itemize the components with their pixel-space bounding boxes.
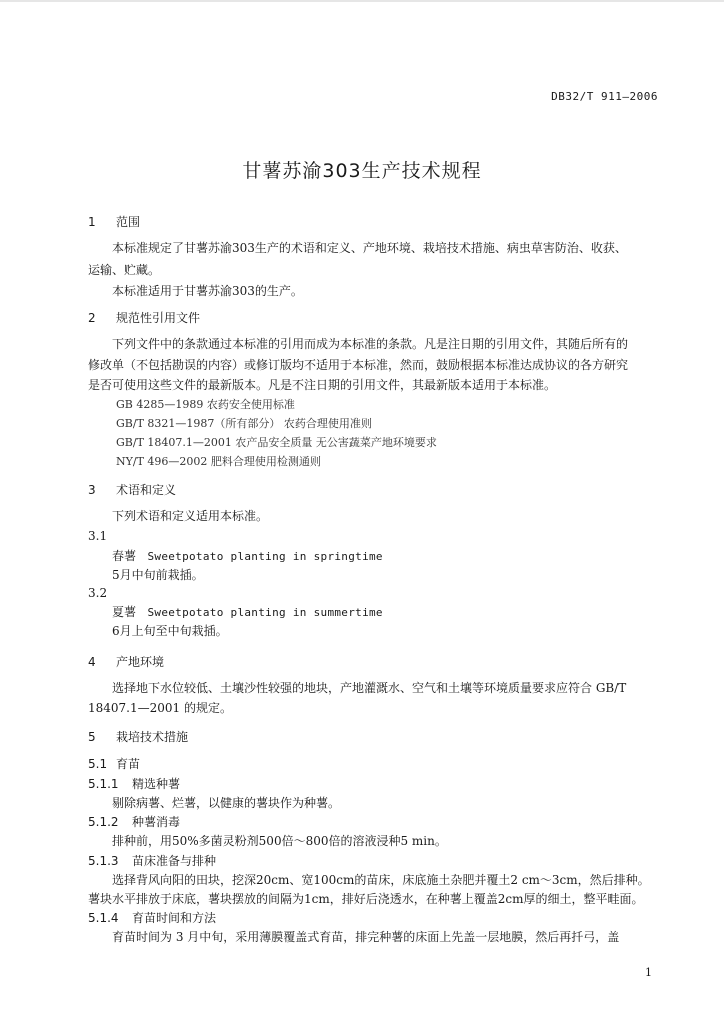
section-number: 5.1.4 bbox=[88, 911, 119, 925]
section-1-heading bbox=[88, 214, 658, 231]
section-number: 4 bbox=[88, 655, 96, 669]
section-title: 产地环境 bbox=[116, 655, 165, 669]
subsection-heading bbox=[88, 910, 658, 927]
paragraph: 修改单（不包括勘误的内容）或修订版均不适用于本标准，然而，鼓励根据本标准达成协议的各方研究 bbox=[88, 358, 629, 372]
paragraph: 下列术语和定义适用本标准。 bbox=[112, 509, 269, 523]
section-title: 术语和定义 bbox=[116, 483, 177, 497]
subsection-heading bbox=[88, 776, 658, 793]
section-title: 规范性引用文件 bbox=[116, 311, 201, 325]
paragraph: 本标准规定了甘薯苏渝303生产的术语和定义、产地环境、栽培技术措施、病虫草害防治、收获、 bbox=[112, 241, 627, 255]
paragraph: 下列文件中的条款通过本标准的引用而成为本标准的条款。凡是注日期的引用文件，其随后所有的 bbox=[112, 337, 629, 351]
section-number: 5.1.1 bbox=[88, 777, 119, 791]
term-number: 3.1 bbox=[88, 529, 108, 543]
reference-item: NY/T 496—2002 肥料合理使用检测通则 bbox=[116, 455, 321, 468]
page-title: 甘薯苏渝303生产技术规程 bbox=[242, 160, 482, 182]
reference-item: GB 4285—1989 农药安全使用标准 bbox=[116, 398, 295, 411]
page-number: 1 bbox=[645, 966, 652, 979]
section-title: 精选种薯 bbox=[132, 777, 181, 791]
standard-code: DB32/T 911—2006 bbox=[551, 90, 658, 103]
section-number: 5.1.2 bbox=[88, 815, 119, 829]
section-title: 育苗 bbox=[116, 757, 141, 771]
section-5-heading bbox=[88, 729, 658, 746]
term-english: Sweetpotato planting in springtime bbox=[147, 550, 383, 563]
subsection-heading bbox=[88, 853, 658, 870]
paragraph: 薯块水平排放于床底，薯块摆放的间隔为1cm，排好后浇透水，在种薯上覆盖2cm厚的细土，整平畦面。 bbox=[88, 892, 644, 906]
paragraph: 选择地下水位较低、土壤沙性较强的地块，产地灌溉水、空气和土壤等环境质量要求应符合 GB/T bbox=[112, 681, 627, 695]
scan-edge bbox=[0, 0, 724, 2]
section-title: 苗床准备与排种 bbox=[132, 854, 217, 868]
paragraph: 育苗时间为 3 月中旬，采用薄膜覆盖式育苗，排完种薯的床面上先盖一层地膜，然后再扦弓，盖 bbox=[112, 930, 620, 944]
term-english: Sweetpotato planting in summertime bbox=[147, 606, 383, 619]
term-definition: 6月上旬至中旬栽插。 bbox=[112, 624, 228, 638]
reference-item: GB/T 8321—1987（所有部分） 农药合理使用准则 bbox=[116, 417, 372, 430]
section-3-heading bbox=[88, 482, 658, 499]
term-entry bbox=[88, 604, 682, 621]
section-number: 3 bbox=[88, 483, 96, 497]
paragraph: 选择背风向阳的田块，挖深20cm、宽100cm的苗床，床底施土杂肥并覆土2 cm～3cm，然后排种。 bbox=[112, 873, 650, 887]
section-title: 种薯消毒 bbox=[132, 815, 181, 829]
paragraph: 剔除病薯、烂薯，以健康的薯块作为种薯。 bbox=[112, 796, 341, 810]
section-2-heading bbox=[88, 310, 658, 327]
paragraph: 排种前，用50%多菌灵粉剂500倍～800倍的溶液浸种5 min。 bbox=[112, 834, 447, 848]
term-name: 夏薯 bbox=[112, 605, 137, 619]
paragraph: 18407.1—2001 的规定。 bbox=[88, 701, 232, 715]
section-4-heading bbox=[88, 654, 658, 671]
subsection-heading bbox=[88, 814, 658, 831]
term-entry bbox=[88, 548, 682, 565]
section-number: 5.1 bbox=[88, 757, 108, 771]
paragraph: 运输、贮藏。 bbox=[88, 263, 161, 277]
term-definition: 5月中旬前栽插。 bbox=[112, 568, 204, 582]
section-number: 1 bbox=[88, 215, 96, 229]
section-number: 5.1.3 bbox=[88, 854, 119, 868]
paragraph: 本标准适用于甘薯苏渝303的生产。 bbox=[112, 284, 303, 298]
term-name: 春薯 bbox=[112, 549, 137, 563]
section-number: 5 bbox=[88, 730, 96, 744]
subsection-heading bbox=[88, 756, 658, 773]
reference-item: GB/T 18407.1—2001 农产品安全质量 无公害蔬菜产地环境要求 bbox=[116, 436, 437, 449]
section-title: 范围 bbox=[116, 215, 141, 229]
term-number: 3.2 bbox=[88, 586, 108, 600]
section-title: 栽培技术措施 bbox=[116, 730, 189, 744]
paragraph: 是否可使用这些文件的最新版本。凡是不注日期的引用文件，其最新版本适用于本标准。 bbox=[88, 378, 557, 392]
section-title: 育苗时间和方法 bbox=[132, 911, 217, 925]
section-number: 2 bbox=[88, 311, 96, 325]
